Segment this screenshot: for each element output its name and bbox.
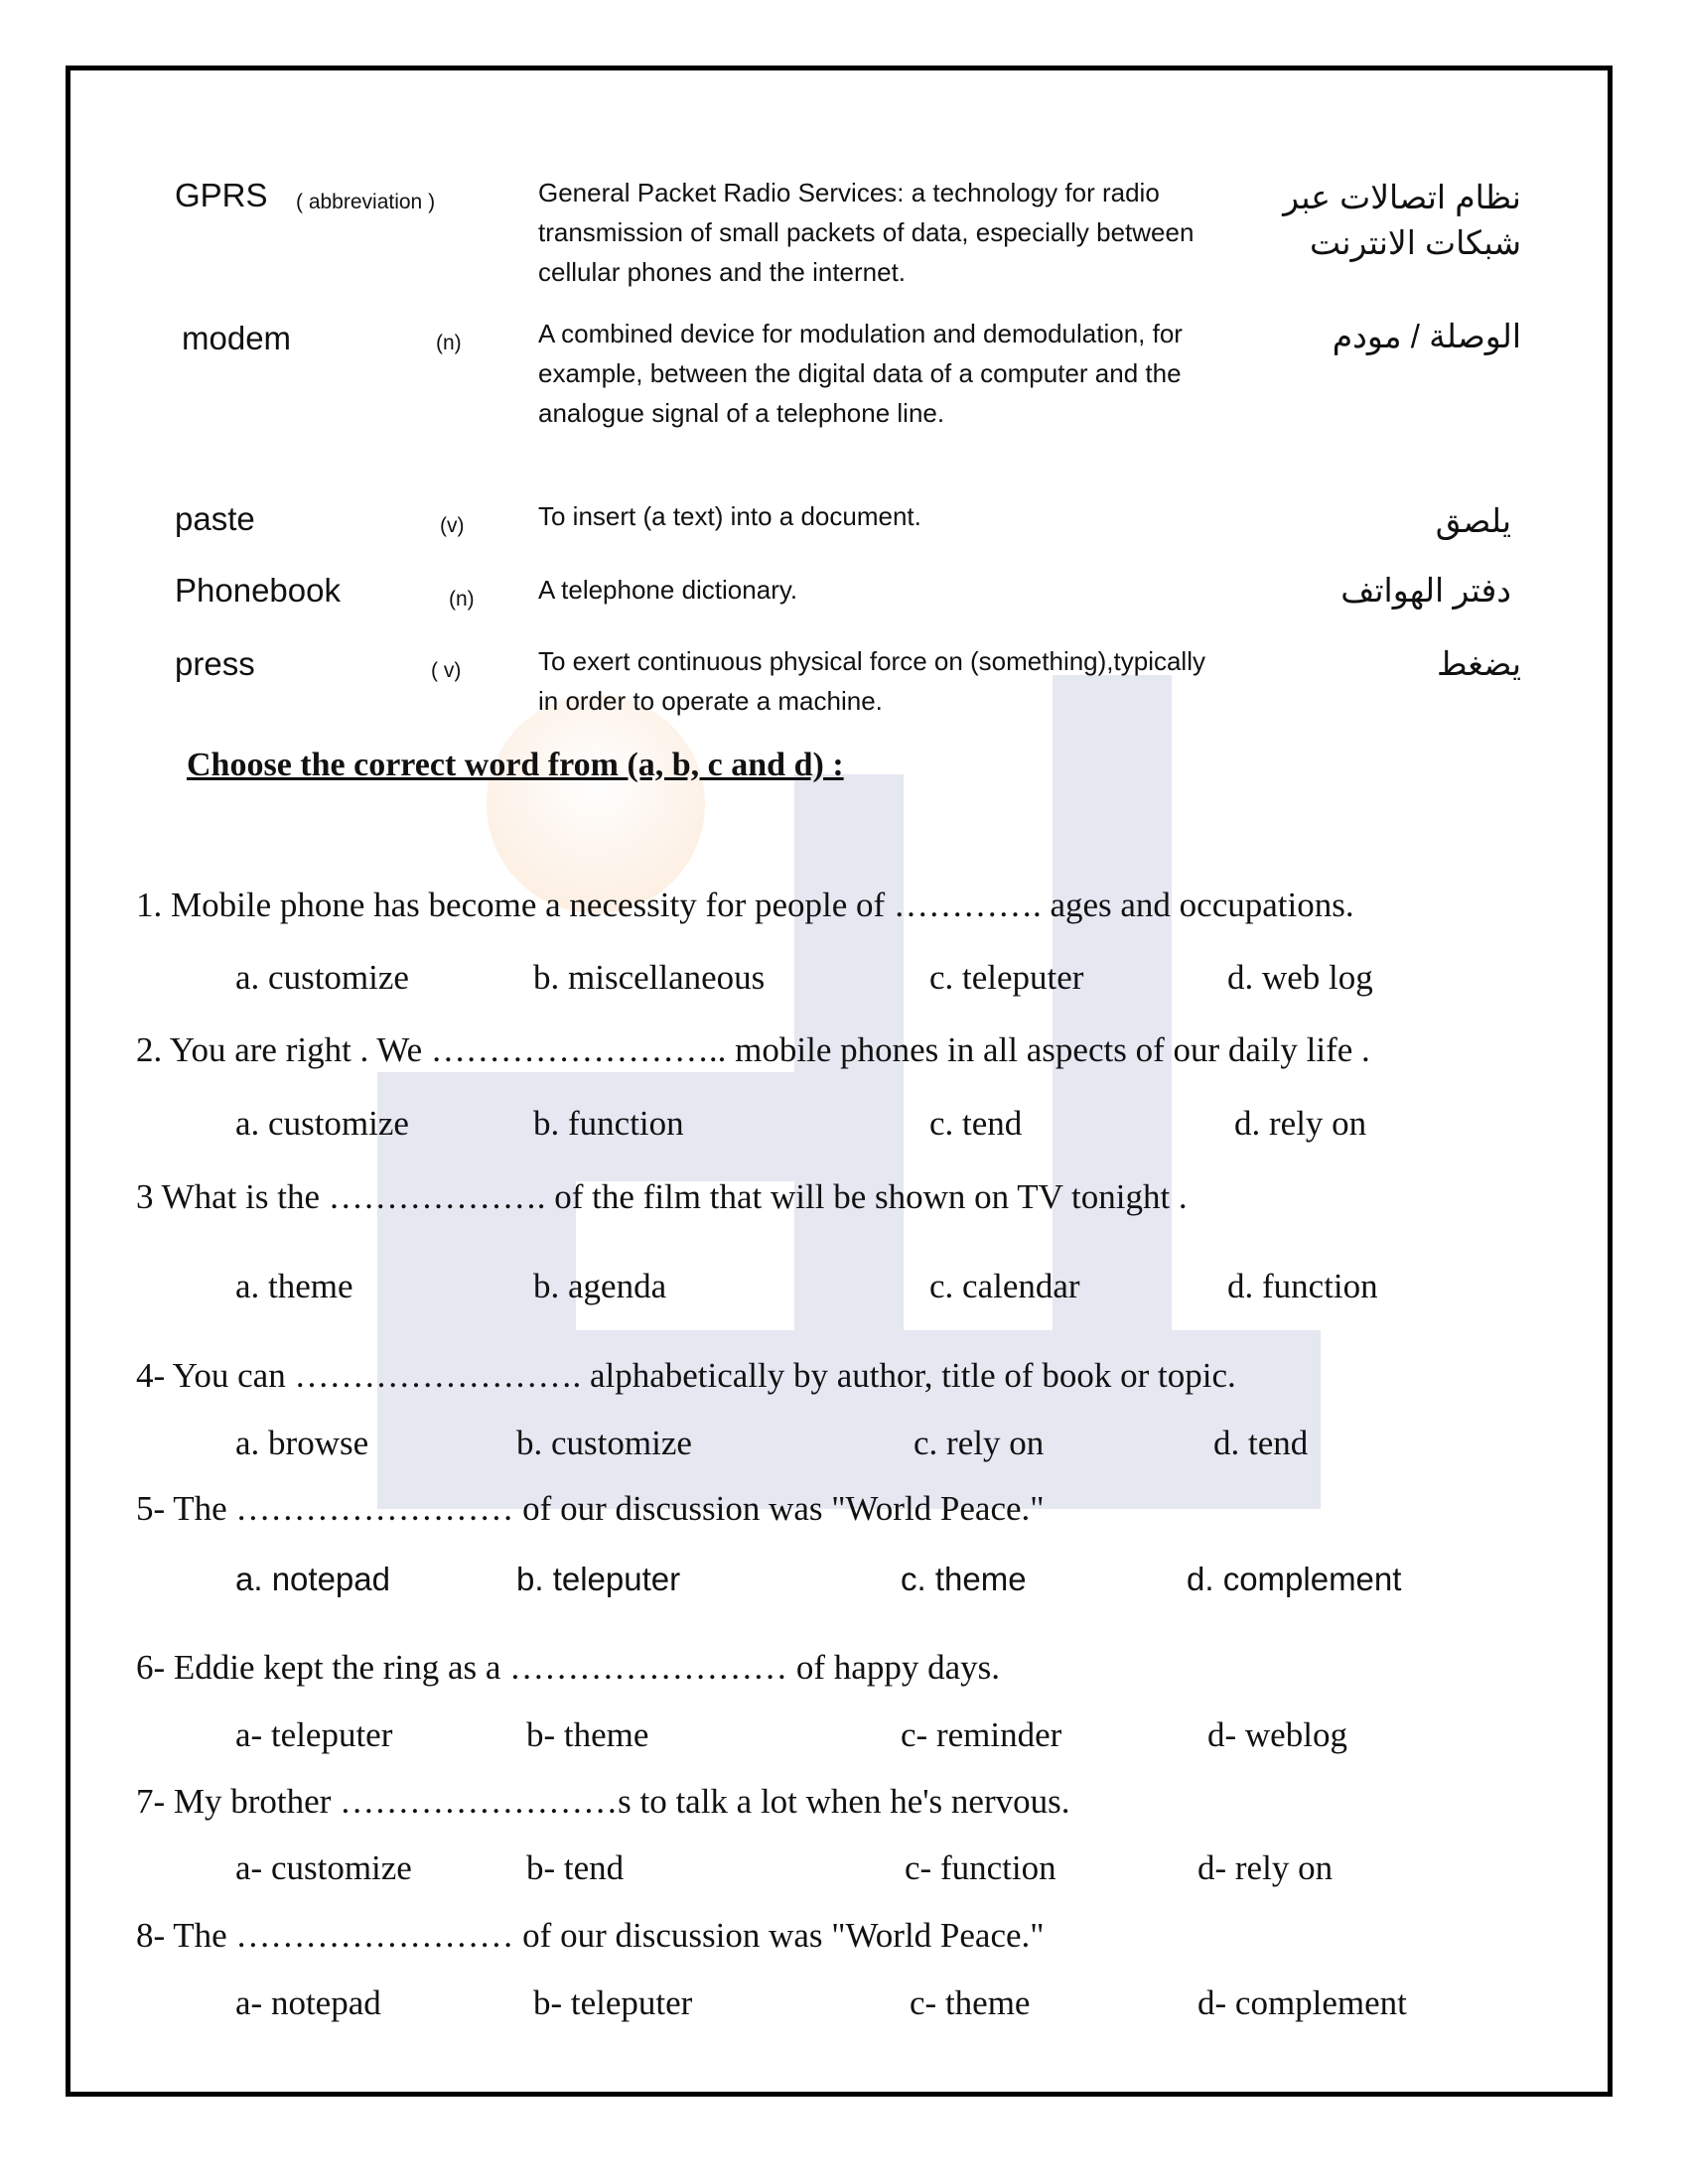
option-a[interactable]: a- customize	[235, 1848, 412, 1887]
option-b[interactable]: b- theme	[526, 1715, 649, 1754]
option-d[interactable]: d- rely on	[1197, 1848, 1334, 1887]
option-b[interactable]: b. function	[533, 1104, 684, 1143]
watermark-bar	[794, 774, 904, 1390]
question-text: 1. Mobile phone has become a necessity for people of …………. ages and occupations.	[136, 886, 1354, 924]
option-c[interactable]: c. teleputer	[929, 958, 1084, 997]
glossary-arabic: نظام اتصالات عبر شبكات الانترنت	[1283, 179, 1521, 261]
option-c[interactable]: c. tend	[929, 1104, 1023, 1143]
watermark-logo	[377, 655, 1321, 1549]
option-a[interactable]: a. notepad	[235, 1561, 390, 1597]
option-c[interactable]: c. rely on	[914, 1424, 1045, 1462]
glossary-pos: (n)	[436, 332, 462, 354]
glossary-definition: To insert (a text) into a document.	[538, 501, 921, 531]
glossary-term: GPRS	[175, 177, 268, 213]
option-b[interactable]: b. miscellaneous	[533, 958, 766, 997]
glossary-pos: (n)	[449, 588, 475, 611]
exercise-heading: Choose the correct word from (a, b, c and d) :	[187, 747, 844, 783]
option-d[interactable]: d. tend	[1213, 1424, 1309, 1462]
glossary-arabic: يضغط	[1436, 645, 1521, 682]
option-a[interactable]: a- teleputer	[235, 1715, 393, 1754]
question-text: 7- My brother ……………………s to talk a lot when he's nervous.	[136, 1782, 1070, 1821]
option-a[interactable]: a. customize	[235, 1104, 409, 1143]
option-d[interactable]: d. function	[1227, 1267, 1378, 1305]
option-d[interactable]: d- weblog	[1207, 1715, 1347, 1754]
glossary-arabic: يلصق	[1435, 502, 1511, 539]
option-a[interactable]: a. browse	[235, 1424, 369, 1462]
option-a[interactable]: a- notepad	[235, 1983, 381, 2022]
option-b[interactable]: b- teleputer	[533, 1983, 693, 2022]
option-b[interactable]: b- tend	[526, 1848, 625, 1887]
glossary-definition: General Packet Radio Services: a technology for radio transmission of small packets of data, especially between cellular phones and the internet.	[538, 178, 1195, 287]
question-text: 6- Eddie kept the ring as a …………………… of happy days.	[136, 1648, 1000, 1687]
glossary-term: press	[175, 645, 255, 682]
option-c[interactable]: c. theme	[901, 1561, 1027, 1597]
glossary-pos: ( abbreviation )	[296, 191, 436, 213]
glossary-term: Phonebook	[175, 572, 341, 609]
glossary-term: paste	[175, 500, 255, 537]
option-b[interactable]: b. agenda	[533, 1267, 667, 1305]
glossary-definition: A telephone dictionary.	[538, 575, 798, 605]
option-a[interactable]: a. customize	[235, 958, 409, 997]
glossary-definition: To exert continuous physical force on (something),typically in order to operate a machine.	[538, 646, 1205, 716]
glossary-pos: (v)	[440, 514, 465, 537]
option-d[interactable]: d. complement	[1187, 1561, 1402, 1597]
question-text: 5- The …………………… of our discussion was "World Peace."	[136, 1489, 1045, 1528]
option-d[interactable]: d- complement	[1197, 1983, 1407, 2022]
glossary-definition: A combined device for modulation and demodulation, for example, between the digital data of a computer and the analogue signal of a telephone line.	[538, 319, 1183, 428]
question-text: 2. You are right . We …………………….. mobile phones in all aspects of our daily life .	[136, 1030, 1370, 1069]
option-d[interactable]: d. rely on	[1234, 1104, 1367, 1143]
glossary-pos: ( v)	[431, 659, 462, 682]
option-b[interactable]: b. customize	[516, 1424, 692, 1462]
question-text: 8- The …………………… of our discussion was "World Peace."	[136, 1916, 1045, 1955]
option-a[interactable]: a. theme	[235, 1267, 353, 1305]
option-b[interactable]: b. teleputer	[516, 1561, 681, 1597]
question-text: 4- You can ……………………. alphabetically by author, title of book or topic.	[136, 1356, 1236, 1395]
option-c[interactable]: c- reminder	[901, 1715, 1062, 1754]
watermark-sun	[487, 695, 705, 913]
option-c[interactable]: c- function	[905, 1848, 1056, 1887]
glossary-arabic: الوصلة / مودم	[1332, 318, 1521, 354]
glossary-arabic: دفتر الهواتف	[1340, 572, 1511, 609]
option-c[interactable]: c- theme	[910, 1983, 1031, 2022]
glossary-term: modem	[182, 320, 292, 356]
option-d[interactable]: d. web log	[1227, 958, 1373, 997]
question-text: 3 What is the ………………. of the film that will be shown on TV tonight .	[136, 1177, 1188, 1216]
option-c[interactable]: c. calendar	[929, 1267, 1080, 1305]
